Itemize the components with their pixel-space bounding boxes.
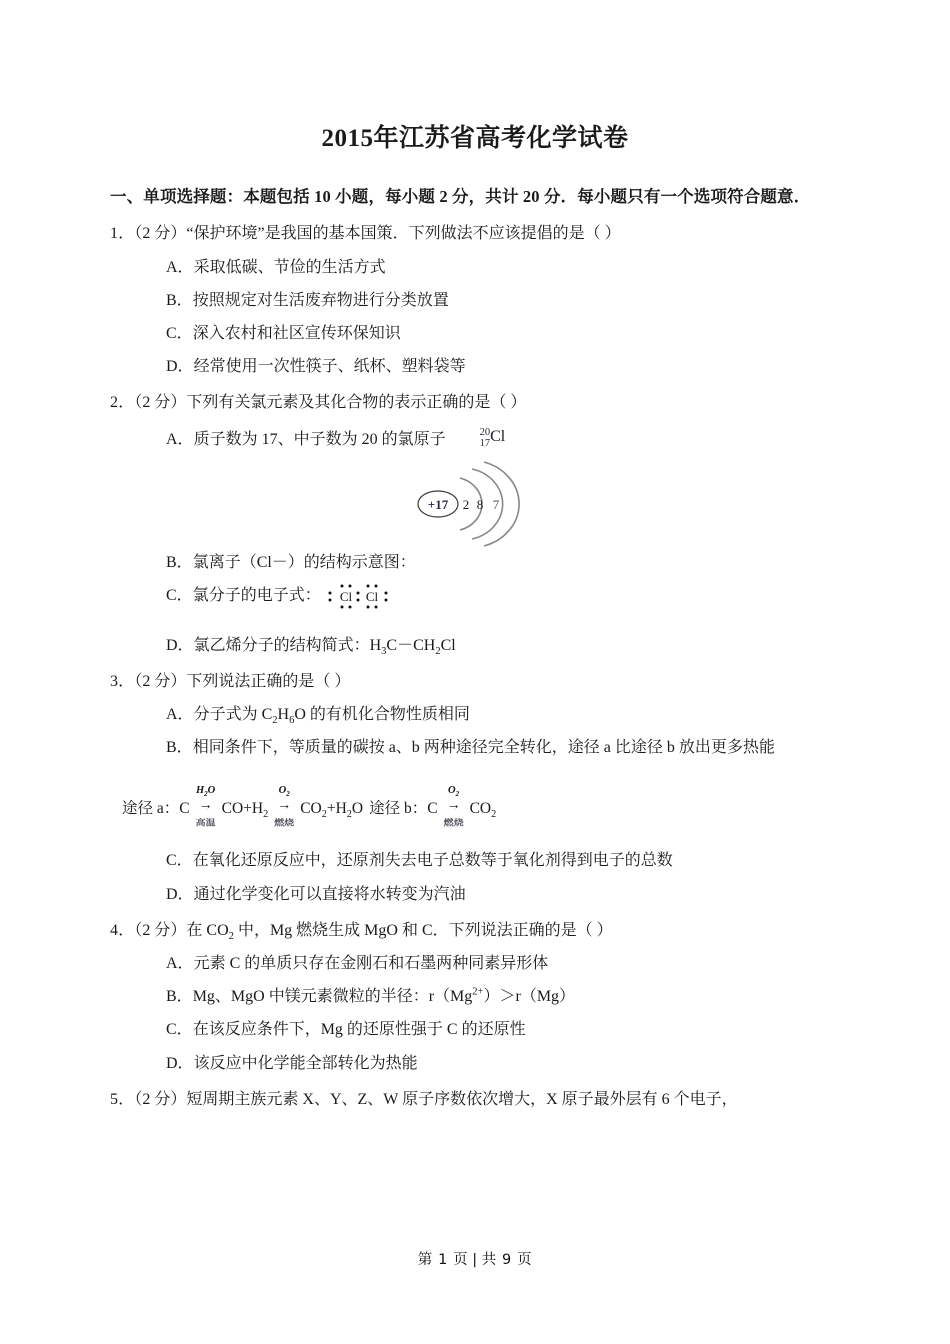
page-title: 2015年江苏省高考化学试卷 bbox=[321, 125, 629, 152]
choice-text-3-a: 分子式为 $C_2H_6O$ 的有机化合物性质相同 bbox=[193, 705, 470, 727]
choice-4-b[interactable] bbox=[166, 981, 840, 1012]
question-points-1: （2 分） bbox=[134, 225, 187, 243]
choice-text-4-d: 该反应中化学能全部转化为热能 bbox=[193, 1054, 418, 1072]
pathway-a-start: C bbox=[179, 800, 190, 818]
choice-text-1-d: 经常使用一次性筷子、纸杯、塑料袋等 bbox=[193, 358, 466, 376]
svg-text:Cl: Cl bbox=[365, 588, 378, 604]
nuclide-mass-number: 20 bbox=[479, 426, 491, 438]
pathway-a-arrow2-above: $O_2$ bbox=[278, 785, 290, 799]
svg-text:8: 8 bbox=[476, 496, 484, 512]
question-stem-3 bbox=[110, 666, 840, 697]
choice-label-1-b: B． bbox=[166, 291, 193, 309]
choice-2-b[interactable] bbox=[166, 547, 840, 578]
choice-3-a[interactable] bbox=[166, 699, 840, 730]
question-number-3: 3． bbox=[110, 672, 135, 690]
reaction-arrow-icon-a2 bbox=[269, 785, 299, 829]
choice-text-2-a: 质子数为 17、中子数为 20 的氯原子 bbox=[193, 430, 446, 448]
arrow-glyph-a2: → bbox=[277, 798, 292, 814]
question-number-1: 1． bbox=[110, 225, 135, 243]
choice-label-4-a: A． bbox=[166, 954, 194, 972]
choice-text-3-d: 通过化学变化可以直接将水转变为汽油 bbox=[193, 885, 466, 903]
svg-text:7: 7 bbox=[492, 496, 500, 512]
choice-label-4-d: D． bbox=[166, 1054, 194, 1072]
choice-text-4-c: 在该反应条件下，Mg 的还原性强于 C 的还原性 bbox=[192, 1021, 526, 1039]
choice-label-2-d: D． bbox=[166, 636, 194, 654]
page-footer bbox=[0, 1248, 950, 1269]
choice-label-2-a: A． bbox=[166, 430, 194, 448]
choice-text-2-c: 氯分子的电子式： bbox=[192, 587, 321, 605]
footer-page-number: 第 1 页 bbox=[417, 1252, 469, 1268]
choice-1-d[interactable] bbox=[166, 351, 840, 382]
choice-4-a[interactable] bbox=[166, 948, 840, 979]
question-text-4: 在 $CO_2$ 中，Mg 燃烧生成 MgO 和 C．下列说法正确的是（ ） bbox=[186, 921, 613, 942]
choice-3-d[interactable] bbox=[166, 879, 840, 910]
choice-3-c[interactable] bbox=[166, 845, 840, 876]
question-stem-5 bbox=[110, 1084, 840, 1115]
pathway-b-label: 途径 b： bbox=[369, 800, 428, 818]
reaction-arrow-icon-a1 bbox=[191, 785, 221, 829]
nuclide-atomic-number: 17 bbox=[479, 437, 491, 449]
choice-1-b[interactable] bbox=[166, 285, 840, 316]
choice-1-c[interactable] bbox=[166, 318, 840, 349]
pathway-a-arrow1-below: 高温 bbox=[195, 819, 216, 829]
choice-label-4-c: C． bbox=[166, 1021, 193, 1039]
choice-text-1-b: 按照规定对生活废弃物进行分类放置 bbox=[192, 291, 449, 309]
question-points-4: （2 分） bbox=[134, 921, 187, 939]
question-stem-1 bbox=[110, 218, 840, 249]
question-number-4: 4． bbox=[110, 921, 135, 939]
choice-2-a[interactable] bbox=[166, 421, 840, 455]
choice-text-3-c: 在氧化还原反应中，还原剂失去电子总数等于氧化剂得到电子的总数 bbox=[192, 852, 673, 870]
lewis-structure-icon bbox=[325, 581, 391, 611]
reaction-arrow-icon-b bbox=[439, 785, 469, 829]
footer-separator: | bbox=[472, 1252, 478, 1268]
nuclide-numbers bbox=[480, 428, 491, 449]
pathway-a-arrow2-below: 燃烧 bbox=[274, 819, 295, 829]
question-points-2: （2 分） bbox=[134, 394, 187, 412]
pathway-a-end: $CO_2+H_2O$ bbox=[300, 800, 364, 821]
question-points-5: （2 分） bbox=[134, 1090, 187, 1108]
nuclide-symbol: Cl bbox=[490, 427, 506, 445]
choice-text-1-a: 采取低碳、节俭的生活方式 bbox=[193, 258, 386, 276]
pathway-a-arrow1-above: $H_2O$ bbox=[195, 785, 216, 799]
choice-label-1-c: C． bbox=[166, 325, 193, 343]
choice-2-c[interactable] bbox=[166, 580, 840, 611]
choice-label-2-c: C． bbox=[166, 587, 193, 605]
choice-label-1-d: D． bbox=[166, 358, 194, 376]
question-text-2: 下列有关氯元素及其化合物的表示正确的是（ ） bbox=[186, 394, 527, 412]
choice-3-b[interactable] bbox=[166, 732, 840, 763]
section-heading: 一、单项选择题：本题包括 10 小题，每小题 2 分，共计 20 分．每小题只有一个选项符合题意． bbox=[110, 186, 811, 206]
choice-label-2-b: B． bbox=[166, 553, 193, 571]
question-text-1: “保护环境”是我国的基本国策．下列做法不应该提倡的是（ ） bbox=[186, 225, 621, 243]
svg-text:+17: +17 bbox=[427, 496, 449, 512]
pathway-b-arrow-above: $O_2$ bbox=[448, 785, 460, 799]
nuclide-notation-cl bbox=[480, 421, 506, 455]
pathway-b-end: $CO_2$ bbox=[469, 800, 497, 821]
question-text-5: 短周期主族元素 X、Y、Z、W 原子序数依次增大，X 原子最外层有 6 个电子， bbox=[186, 1090, 738, 1108]
question-stem-4 bbox=[110, 915, 840, 946]
choice-text-4-b: Mg、MgO 中镁元素微粒的半径：$r(Mg^{2+})>r(Mg)$ bbox=[192, 986, 576, 1006]
choice-1-a[interactable] bbox=[166, 252, 840, 283]
pathway-a-middle: $CO+H_2$ bbox=[221, 800, 269, 821]
footer-total-pages: 共 9 页 bbox=[481, 1252, 533, 1268]
pathway-b-arrow-below: 燃烧 bbox=[443, 819, 464, 829]
question-text-3: 下列说法正确的是（ ） bbox=[186, 672, 351, 690]
choice-text-2-d: 氯乙烯分子的结构简式：$H_3C-CH_2Cl$ bbox=[193, 636, 456, 657]
choice-label-3-a: A． bbox=[166, 705, 194, 723]
choice-4-d[interactable] bbox=[166, 1048, 840, 1079]
arrow-glyph-b: → bbox=[446, 798, 461, 814]
choice-text-1-c: 深入农村和社区宣传环保知识 bbox=[192, 325, 401, 343]
choice-text-2-b: 氯离子（Cl－）的结构示意图： bbox=[192, 553, 416, 571]
choice-text-4-a: 元素 C 的单质只存在金刚石和石墨两种同素异形体 bbox=[193, 954, 549, 972]
question-points-3: （2 分） bbox=[134, 672, 187, 690]
choice-label-1-a: A． bbox=[166, 258, 194, 276]
atomic-structure-diagram bbox=[410, 461, 570, 547]
svg-text:2: 2 bbox=[462, 496, 470, 512]
choice-2-d[interactable] bbox=[166, 630, 840, 661]
question-stem-2 bbox=[110, 387, 840, 418]
svg-text:Cl: Cl bbox=[339, 588, 352, 604]
choice-label-3-c: C． bbox=[166, 852, 193, 870]
choice-label-3-d: D． bbox=[166, 885, 194, 903]
choice-label-3-b: B． bbox=[166, 739, 193, 757]
arrow-glyph-a1: → bbox=[198, 798, 213, 814]
question-number-2: 2． bbox=[110, 394, 135, 412]
choice-label-4-b: B． bbox=[166, 988, 193, 1006]
pathway-b-start: C bbox=[427, 800, 438, 818]
choice-4-c[interactable] bbox=[166, 1014, 840, 1045]
pathway-a-label: 途径 a： bbox=[122, 800, 180, 818]
reaction-pathway-diagram bbox=[122, 785, 840, 829]
question-number-5: 5． bbox=[110, 1090, 135, 1108]
choice-text-3-b: 相同条件下，等质量的碳按 a、b 两种途径完全转化，途径 a 比途径 b 放出更多热能 bbox=[192, 739, 775, 757]
